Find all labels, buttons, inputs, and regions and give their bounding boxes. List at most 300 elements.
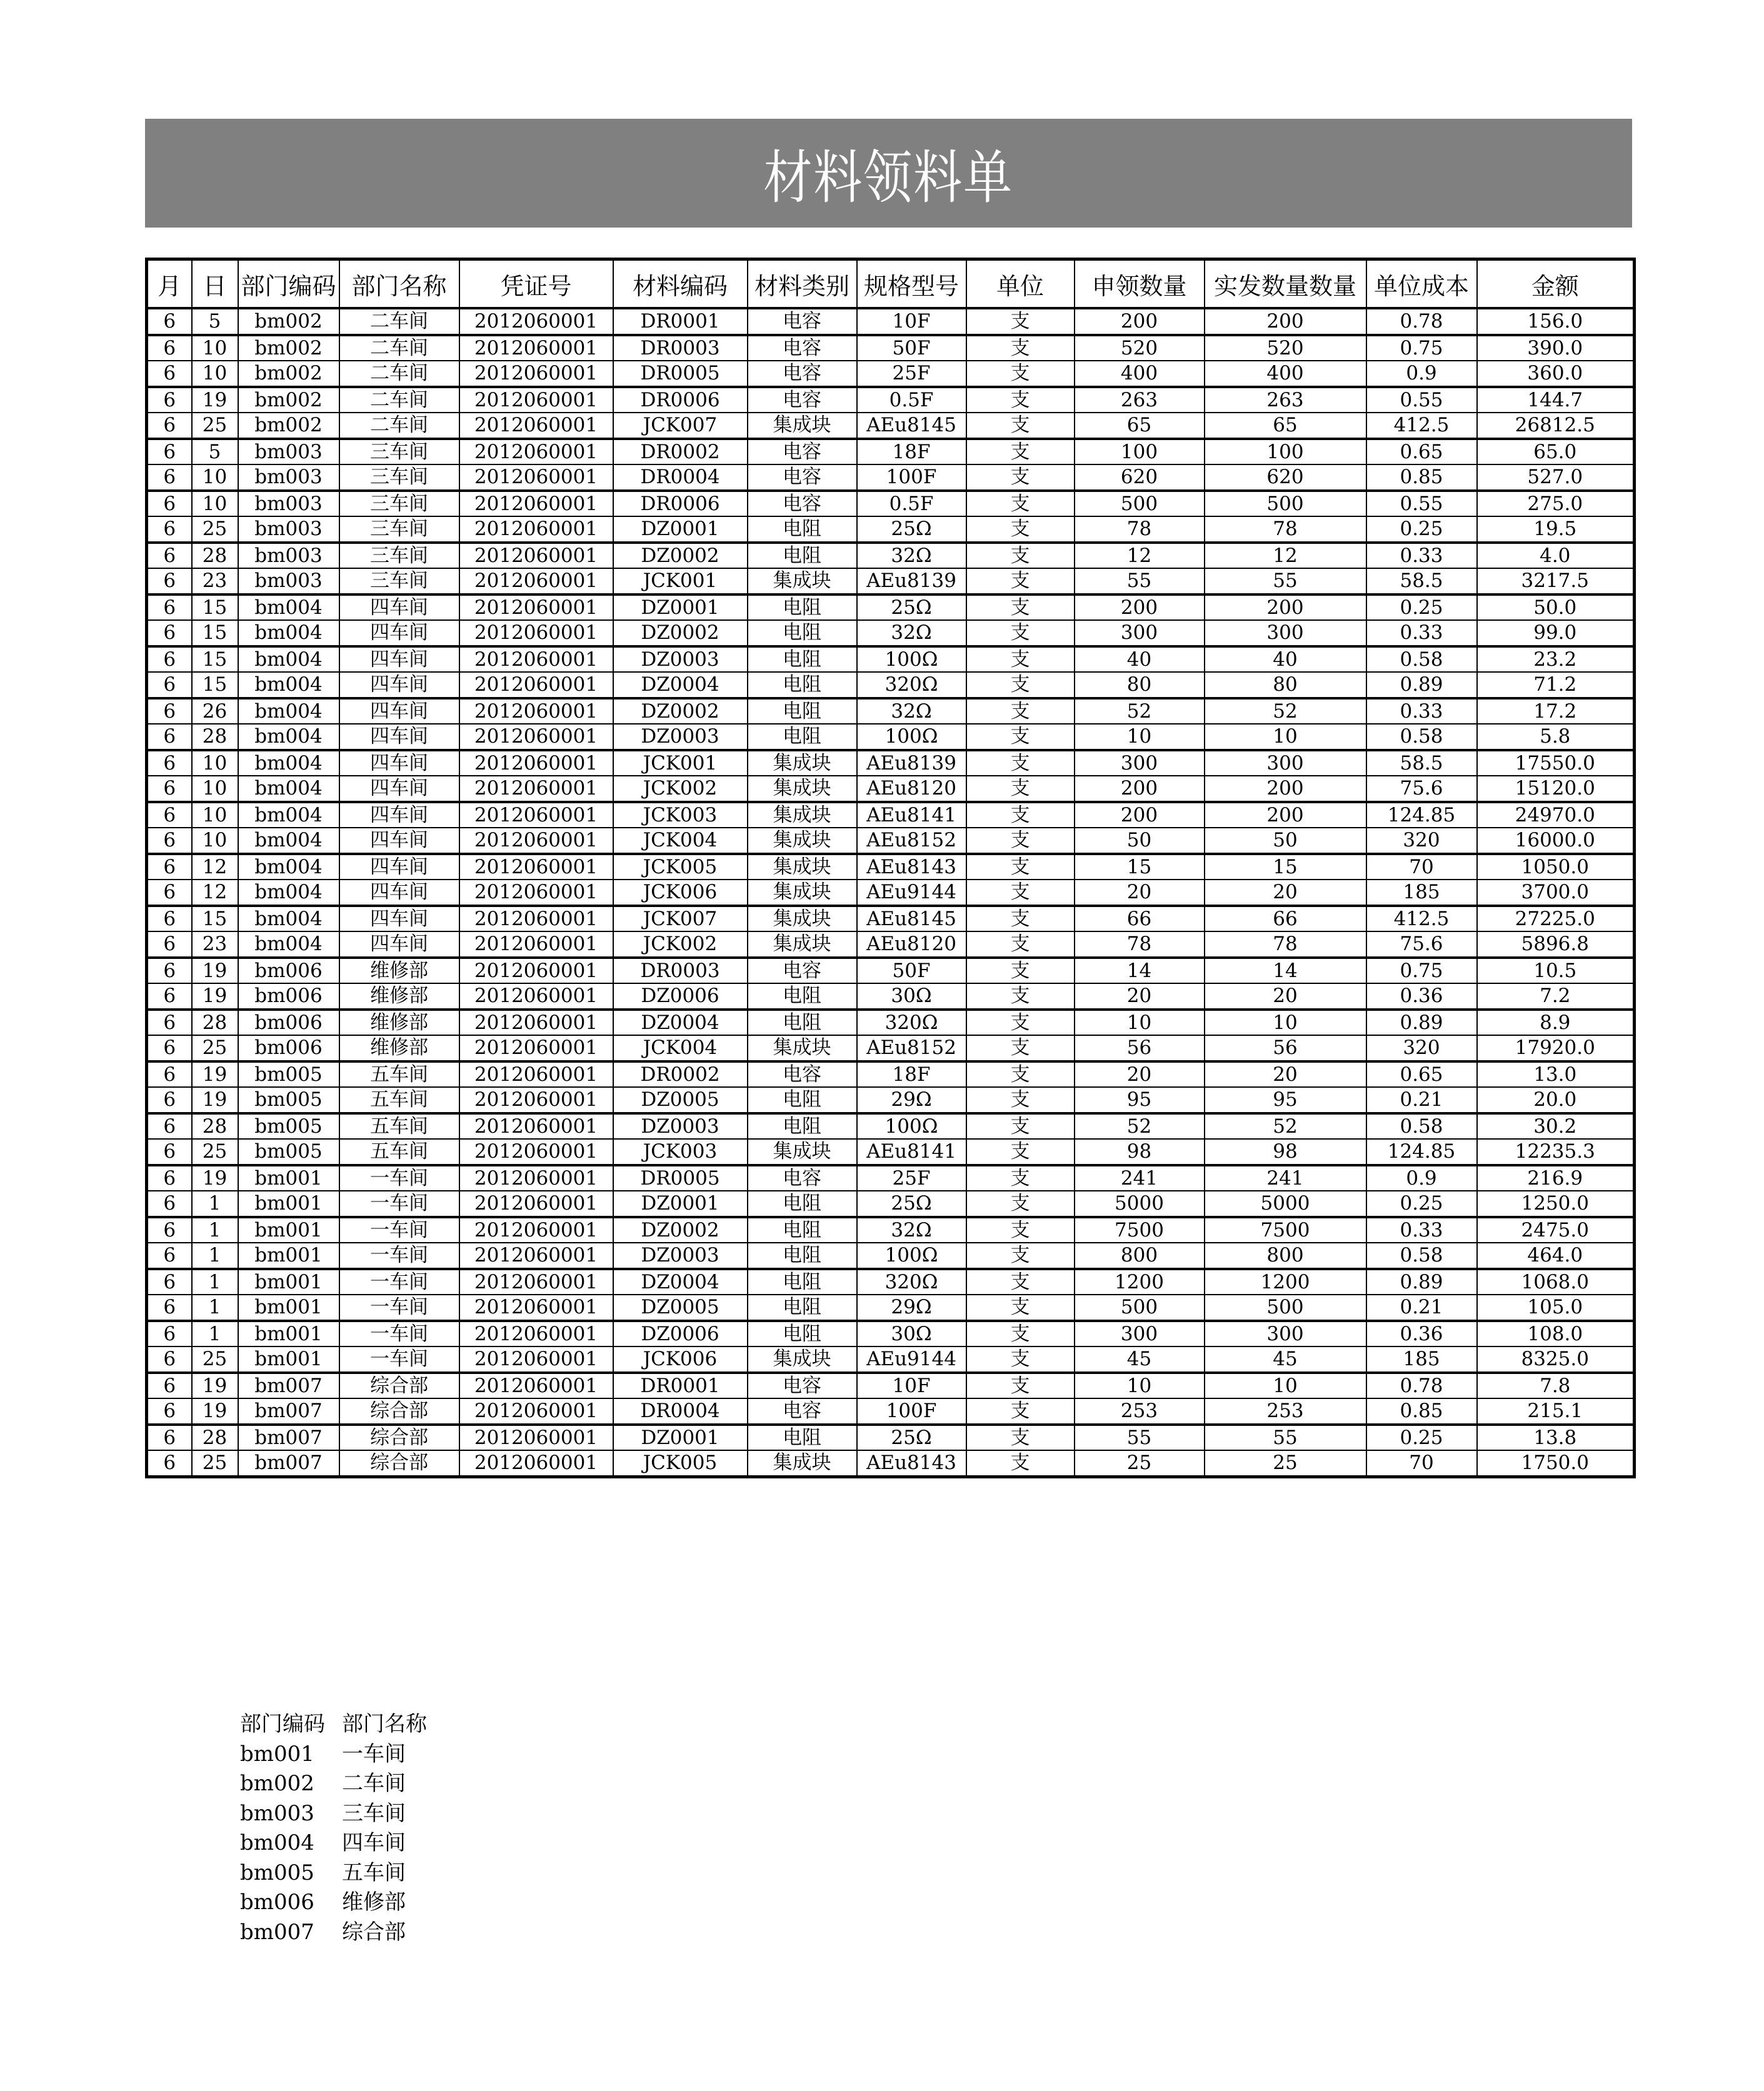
table-cell[interactable]: 集成块 xyxy=(748,931,857,958)
table-cell[interactable]: 2012060001 xyxy=(459,880,613,906)
table-cell[interactable]: 综合部 xyxy=(339,1373,459,1399)
table-cell[interactable]: 100F xyxy=(857,464,966,491)
table-cell[interactable]: 集成块 xyxy=(748,413,857,439)
table-cell[interactable]: 216.9 xyxy=(1477,1165,1635,1191)
table-cell[interactable]: bm001 xyxy=(238,1217,339,1243)
table-cell[interactable]: JCK006 xyxy=(613,1346,748,1373)
table-cell[interactable]: 支 xyxy=(966,1087,1075,1113)
table-cell[interactable]: 78 xyxy=(1205,931,1366,958)
table-cell[interactable]: 400 xyxy=(1075,361,1205,387)
table-cell[interactable]: 6 xyxy=(147,464,192,491)
table-cell[interactable]: 15 xyxy=(192,906,238,932)
table-cell[interactable]: 一车间 xyxy=(339,1165,459,1191)
table-cell[interactable]: 支 xyxy=(966,1165,1075,1191)
table-cell[interactable]: 6 xyxy=(147,1010,192,1036)
table-cell[interactable]: 1050.0 xyxy=(1477,854,1635,880)
table-cell[interactable]: 0.58 xyxy=(1366,724,1477,750)
table-cell[interactable]: 320 xyxy=(1366,828,1477,854)
table-cell[interactable]: 2012060001 xyxy=(459,1035,613,1061)
table-cell[interactable]: 2012060001 xyxy=(459,1243,613,1269)
table-cell[interactable]: 25F xyxy=(857,361,966,387)
table-cell[interactable]: AEu8145 xyxy=(857,906,966,932)
table-cell[interactable]: 12 xyxy=(1075,543,1205,569)
table-cell[interactable]: 15120.0 xyxy=(1477,776,1635,802)
table-cell[interactable]: 300 xyxy=(1075,1321,1205,1347)
table-cell[interactable]: 5 xyxy=(192,439,238,465)
table-cell[interactable]: bm004 xyxy=(238,931,339,958)
table-cell[interactable]: bm003 xyxy=(238,464,339,491)
table-cell[interactable]: DZ0003 xyxy=(613,1243,748,1269)
table-cell[interactable]: 2012060001 xyxy=(459,1010,613,1036)
table-cell[interactable]: 支 xyxy=(966,958,1075,984)
table-cell[interactable]: 55 xyxy=(1205,568,1366,594)
table-cell[interactable]: 19 xyxy=(192,1061,238,1088)
table-cell[interactable]: 1 xyxy=(192,1217,238,1243)
table-cell[interactable]: bm001 xyxy=(238,1321,339,1347)
table-cell[interactable]: JCK001 xyxy=(613,568,748,594)
table-cell[interactable]: 70 xyxy=(1366,1450,1477,1477)
table-cell[interactable]: 集成块 xyxy=(748,750,857,776)
table-cell[interactable]: 32Ω xyxy=(857,620,966,646)
table-cell[interactable]: 15 xyxy=(192,646,238,673)
table-cell[interactable]: 25 xyxy=(1205,1450,1366,1477)
table-cell[interactable]: 253 xyxy=(1205,1398,1366,1425)
table-cell[interactable]: 支 xyxy=(966,1321,1075,1347)
table-cell[interactable]: bm003 xyxy=(238,543,339,569)
table-cell[interactable]: 0.89 xyxy=(1366,672,1477,698)
table-cell[interactable]: 6 xyxy=(147,1243,192,1269)
table-cell[interactable]: 500 xyxy=(1075,491,1205,517)
table-cell[interactable]: 支 xyxy=(966,880,1075,906)
table-cell[interactable]: DZ0004 xyxy=(613,672,748,698)
table-cell[interactable]: 2012060001 xyxy=(459,413,613,439)
table-cell[interactable]: 二车间 xyxy=(339,387,459,413)
table-cell[interactable]: 10 xyxy=(1205,1373,1366,1399)
table-cell[interactable]: 二车间 xyxy=(339,308,459,335)
table-cell[interactable]: 0.75 xyxy=(1366,958,1477,984)
table-cell[interactable]: 185 xyxy=(1366,1346,1477,1373)
table-cell[interactable]: 电容 xyxy=(748,958,857,984)
table-cell[interactable]: bm006 xyxy=(238,1035,339,1061)
table-cell[interactable]: 19 xyxy=(192,1398,238,1425)
table-cell[interactable]: 26 xyxy=(192,698,238,725)
table-cell[interactable]: 四车间 xyxy=(339,646,459,673)
table-cell[interactable]: 电阻 xyxy=(748,620,857,646)
table-cell[interactable]: 6 xyxy=(147,724,192,750)
table-cell[interactable]: 电容 xyxy=(748,308,857,335)
table-cell[interactable]: AEu8139 xyxy=(857,750,966,776)
table-cell[interactable]: 1250.0 xyxy=(1477,1191,1635,1217)
table-cell[interactable]: 支 xyxy=(966,646,1075,673)
table-cell[interactable]: bm003 xyxy=(238,491,339,517)
table-cell[interactable]: 维修部 xyxy=(339,1035,459,1061)
table-cell[interactable]: 100Ω xyxy=(857,724,966,750)
table-cell[interactable]: 一车间 xyxy=(339,1295,459,1321)
table-cell[interactable]: 支 xyxy=(966,1346,1075,1373)
table-cell[interactable]: 支 xyxy=(966,543,1075,569)
table-cell[interactable]: 620 xyxy=(1205,464,1366,491)
table-cell[interactable]: DZ0004 xyxy=(613,1269,748,1295)
table-cell[interactable]: 6 xyxy=(147,1139,192,1165)
table-cell[interactable]: DR0002 xyxy=(613,439,748,465)
table-cell[interactable]: 520 xyxy=(1075,335,1205,361)
table-cell[interactable]: 6 xyxy=(147,1346,192,1373)
table-cell[interactable]: 电阻 xyxy=(748,1295,857,1321)
table-cell[interactable]: 18F xyxy=(857,439,966,465)
table-cell[interactable]: 0.33 xyxy=(1366,543,1477,569)
table-cell[interactable]: 2012060001 xyxy=(459,1217,613,1243)
table-cell[interactable]: 6 xyxy=(147,1321,192,1347)
table-cell[interactable]: 19 xyxy=(192,1165,238,1191)
table-cell[interactable]: 电容 xyxy=(748,387,857,413)
table-cell[interactable]: 支 xyxy=(966,750,1075,776)
table-cell[interactable]: 0.65 xyxy=(1366,1061,1477,1088)
table-cell[interactable]: 二车间 xyxy=(339,361,459,387)
table-cell[interactable]: 6 xyxy=(147,594,192,621)
table-cell[interactable]: 0.78 xyxy=(1366,308,1477,335)
table-cell[interactable]: AEu8143 xyxy=(857,854,966,880)
table-cell[interactable]: 105.0 xyxy=(1477,1295,1635,1321)
table-cell[interactable]: 五车间 xyxy=(339,1061,459,1088)
table-cell[interactable]: bm002 xyxy=(238,308,339,335)
table-cell[interactable]: bm002 xyxy=(238,361,339,387)
table-cell[interactable]: bm001 xyxy=(238,1295,339,1321)
table-cell[interactable]: 电容 xyxy=(748,439,857,465)
table-cell[interactable]: 200 xyxy=(1205,802,1366,828)
table-cell[interactable]: bm003 xyxy=(238,516,339,543)
table-cell[interactable]: 16000.0 xyxy=(1477,828,1635,854)
table-cell[interactable]: 8.9 xyxy=(1477,1010,1635,1036)
table-cell[interactable]: 综合部 xyxy=(339,1425,459,1451)
table-cell[interactable]: 一车间 xyxy=(339,1321,459,1347)
table-cell[interactable]: 28 xyxy=(192,543,238,569)
table-cell[interactable]: 2012060001 xyxy=(459,1398,613,1425)
table-cell[interactable]: 300 xyxy=(1075,750,1205,776)
table-cell[interactable]: 6 xyxy=(147,1191,192,1217)
table-cell[interactable]: 6 xyxy=(147,854,192,880)
table-cell[interactable]: DZ0002 xyxy=(613,698,748,725)
table-cell[interactable]: DR0005 xyxy=(613,1165,748,1191)
table-cell[interactable]: 0.33 xyxy=(1366,1217,1477,1243)
table-cell[interactable]: 2012060001 xyxy=(459,620,613,646)
table-cell[interactable]: 支 xyxy=(966,906,1075,932)
table-cell[interactable]: 45 xyxy=(1075,1346,1205,1373)
table-cell[interactable]: 500 xyxy=(1205,491,1366,517)
table-cell[interactable]: JCK004 xyxy=(613,828,748,854)
table-cell[interactable]: 30Ω xyxy=(857,1321,966,1347)
table-cell[interactable]: 支 xyxy=(966,983,1075,1010)
table-cell[interactable]: 20 xyxy=(1205,880,1366,906)
table-cell[interactable]: 三车间 xyxy=(339,464,459,491)
table-cell[interactable]: 1200 xyxy=(1205,1269,1366,1295)
table-cell[interactable]: 200 xyxy=(1075,308,1205,335)
table-cell[interactable]: 0.25 xyxy=(1366,1425,1477,1451)
table-cell[interactable]: bm007 xyxy=(238,1373,339,1399)
table-cell[interactable]: 13.8 xyxy=(1477,1425,1635,1451)
table-cell[interactable]: 支 xyxy=(966,776,1075,802)
table-cell[interactable]: 电阻 xyxy=(748,1321,857,1347)
table-cell[interactable]: DZ0005 xyxy=(613,1295,748,1321)
table-cell[interactable]: bm004 xyxy=(238,698,339,725)
table-cell[interactable]: bm001 xyxy=(238,1346,339,1373)
table-cell[interactable]: 6 xyxy=(147,1398,192,1425)
table-cell[interactable]: 四车间 xyxy=(339,828,459,854)
table-cell[interactable]: 电容 xyxy=(748,1373,857,1399)
table-cell[interactable]: 四车间 xyxy=(339,594,459,621)
table-cell[interactable]: 2012060001 xyxy=(459,646,613,673)
table-cell[interactable]: 6 xyxy=(147,906,192,932)
table-cell[interactable]: 2012060001 xyxy=(459,1113,613,1140)
table-cell[interactable]: 集成块 xyxy=(748,828,857,854)
table-cell[interactable]: 2012060001 xyxy=(459,983,613,1010)
table-cell[interactable]: 26812.5 xyxy=(1477,413,1635,439)
table-cell[interactable]: 15 xyxy=(192,594,238,621)
table-cell[interactable]: 支 xyxy=(966,1425,1075,1451)
table-cell[interactable]: 300 xyxy=(1205,620,1366,646)
table-cell[interactable]: 四车间 xyxy=(339,931,459,958)
table-cell[interactable]: 2012060001 xyxy=(459,1191,613,1217)
table-cell[interactable]: 0.65 xyxy=(1366,439,1477,465)
table-cell[interactable]: 6 xyxy=(147,413,192,439)
table-cell[interactable]: 支 xyxy=(966,698,1075,725)
table-cell[interactable]: 2012060001 xyxy=(459,750,613,776)
table-cell[interactable]: 10 xyxy=(1205,1010,1366,1036)
table-cell[interactable]: 6 xyxy=(147,1373,192,1399)
table-cell[interactable]: 6 xyxy=(147,802,192,828)
table-cell[interactable]: 52 xyxy=(1205,698,1366,725)
table-cell[interactable]: 124.85 xyxy=(1366,802,1477,828)
table-cell[interactable]: DZ0002 xyxy=(613,543,748,569)
table-cell[interactable]: 四车间 xyxy=(339,724,459,750)
table-cell[interactable]: 18F xyxy=(857,1061,966,1088)
table-cell[interactable]: 17550.0 xyxy=(1477,750,1635,776)
table-cell[interactable]: bm001 xyxy=(238,1165,339,1191)
table-cell[interactable]: bm004 xyxy=(238,620,339,646)
table-cell[interactable]: 100Ω xyxy=(857,1243,966,1269)
table-cell[interactable]: bm004 xyxy=(238,776,339,802)
table-cell[interactable]: 10.5 xyxy=(1477,958,1635,984)
table-cell[interactable]: 5000 xyxy=(1075,1191,1205,1217)
table-cell[interactable]: 10F xyxy=(857,308,966,335)
table-cell[interactable]: 综合部 xyxy=(339,1398,459,1425)
table-cell[interactable]: 20 xyxy=(1075,1061,1205,1088)
table-cell[interactable]: 75.6 xyxy=(1366,776,1477,802)
table-cell[interactable]: 2012060001 xyxy=(459,776,613,802)
table-cell[interactable]: 10 xyxy=(192,802,238,828)
table-cell[interactable]: 2012060001 xyxy=(459,491,613,517)
table-cell[interactable]: 三车间 xyxy=(339,543,459,569)
table-cell[interactable]: DZ0003 xyxy=(613,646,748,673)
table-cell[interactable]: 6 xyxy=(147,568,192,594)
table-cell[interactable]: 2012060001 xyxy=(459,568,613,594)
table-cell[interactable]: 一车间 xyxy=(339,1269,459,1295)
table-cell[interactable]: 7500 xyxy=(1205,1217,1366,1243)
table-cell[interactable]: 6 xyxy=(147,880,192,906)
table-cell[interactable]: 29Ω xyxy=(857,1087,966,1113)
table-cell[interactable]: JCK007 xyxy=(613,906,748,932)
table-cell[interactable]: 263 xyxy=(1205,387,1366,413)
table-cell[interactable]: 10 xyxy=(1205,724,1366,750)
table-cell[interactable]: 5.8 xyxy=(1477,724,1635,750)
table-cell[interactable]: 2012060001 xyxy=(459,1425,613,1451)
table-cell[interactable]: 50 xyxy=(1205,828,1366,854)
table-cell[interactable]: AEu9144 xyxy=(857,1346,966,1373)
table-cell[interactable]: 98 xyxy=(1075,1139,1205,1165)
table-cell[interactable]: 支 xyxy=(966,568,1075,594)
table-cell[interactable]: 5896.8 xyxy=(1477,931,1635,958)
table-cell[interactable]: 6 xyxy=(147,1113,192,1140)
table-cell[interactable]: 200 xyxy=(1205,776,1366,802)
table-cell[interactable]: 支 xyxy=(966,620,1075,646)
table-cell[interactable]: 支 xyxy=(966,1010,1075,1036)
table-cell[interactable]: 2012060001 xyxy=(459,672,613,698)
table-cell[interactable]: 2012060001 xyxy=(459,464,613,491)
table-cell[interactable]: 4.0 xyxy=(1477,543,1635,569)
table-cell[interactable]: 支 xyxy=(966,1191,1075,1217)
table-cell[interactable]: bm002 xyxy=(238,413,339,439)
table-cell[interactable]: 电容 xyxy=(748,335,857,361)
table-cell[interactable]: 电阻 xyxy=(748,698,857,725)
table-cell[interactable]: 19 xyxy=(192,1087,238,1113)
table-cell[interactable]: 19 xyxy=(192,387,238,413)
table-cell[interactable]: 6 xyxy=(147,776,192,802)
table-cell[interactable]: 12 xyxy=(192,854,238,880)
table-cell[interactable]: 支 xyxy=(966,931,1075,958)
table-cell[interactable]: 四车间 xyxy=(339,698,459,725)
table-cell[interactable]: 支 xyxy=(966,802,1075,828)
table-cell[interactable]: 412.5 xyxy=(1366,906,1477,932)
table-cell[interactable]: 56 xyxy=(1205,1035,1366,1061)
table-cell[interactable]: 0.89 xyxy=(1366,1269,1477,1295)
table-cell[interactable]: 2012060001 xyxy=(459,1139,613,1165)
table-cell[interactable]: DZ0005 xyxy=(613,1087,748,1113)
table-cell[interactable]: 25 xyxy=(192,1035,238,1061)
table-cell[interactable]: 5 xyxy=(192,308,238,335)
table-cell[interactable]: 电阻 xyxy=(748,543,857,569)
table-cell[interactable]: 1 xyxy=(192,1321,238,1347)
table-cell[interactable]: JCK005 xyxy=(613,1450,748,1477)
table-cell[interactable]: 200 xyxy=(1075,594,1205,621)
table-cell[interactable]: 电阻 xyxy=(748,1269,857,1295)
table-cell[interactable]: 0.33 xyxy=(1366,620,1477,646)
table-cell[interactable]: 一车间 xyxy=(339,1346,459,1373)
table-cell[interactable]: 5000 xyxy=(1205,1191,1366,1217)
table-cell[interactable]: 五车间 xyxy=(339,1113,459,1140)
table-cell[interactable]: 25 xyxy=(1075,1450,1205,1477)
table-cell[interactable]: 支 xyxy=(966,1113,1075,1140)
table-cell[interactable]: 6 xyxy=(147,308,192,335)
table-cell[interactable]: 0.9 xyxy=(1366,1165,1477,1191)
table-cell[interactable]: 1 xyxy=(192,1295,238,1321)
table-cell[interactable]: 支 xyxy=(966,516,1075,543)
table-cell[interactable]: bm001 xyxy=(238,1243,339,1269)
table-cell[interactable]: 464.0 xyxy=(1477,1243,1635,1269)
table-cell[interactable]: 15 xyxy=(1205,854,1366,880)
table-cell[interactable]: 0.25 xyxy=(1366,1191,1477,1217)
table-cell[interactable]: 20.0 xyxy=(1477,1087,1635,1113)
table-cell[interactable]: 66 xyxy=(1205,906,1366,932)
table-cell[interactable]: 0.75 xyxy=(1366,335,1477,361)
table-cell[interactable]: 14 xyxy=(1205,958,1366,984)
table-cell[interactable]: 25Ω xyxy=(857,1425,966,1451)
table-cell[interactable]: 10 xyxy=(192,491,238,517)
table-cell[interactable]: 2012060001 xyxy=(459,1346,613,1373)
table-cell[interactable]: 25Ω xyxy=(857,594,966,621)
table-cell[interactable]: DZ0001 xyxy=(613,594,748,621)
table-cell[interactable]: 6 xyxy=(147,1295,192,1321)
table-cell[interactable]: 6 xyxy=(147,1425,192,1451)
table-cell[interactable]: 三车间 xyxy=(339,568,459,594)
table-cell[interactable]: 19 xyxy=(192,1373,238,1399)
table-cell[interactable]: bm004 xyxy=(238,828,339,854)
table-cell[interactable]: bm006 xyxy=(238,958,339,984)
table-cell[interactable]: 集成块 xyxy=(748,568,857,594)
table-cell[interactable]: 10 xyxy=(1075,724,1205,750)
table-cell[interactable]: 12 xyxy=(1205,543,1366,569)
table-cell[interactable]: 10 xyxy=(1075,1010,1205,1036)
table-cell[interactable]: 20 xyxy=(1075,880,1205,906)
table-cell[interactable]: 2012060001 xyxy=(459,931,613,958)
table-cell[interactable]: DR0001 xyxy=(613,308,748,335)
table-cell[interactable]: 320Ω xyxy=(857,672,966,698)
table-cell[interactable]: 支 xyxy=(966,1061,1075,1088)
table-cell[interactable]: 0.36 xyxy=(1366,983,1477,1010)
table-cell[interactable]: AEu8139 xyxy=(857,568,966,594)
table-cell[interactable]: 6 xyxy=(147,698,192,725)
table-cell[interactable]: 6 xyxy=(147,646,192,673)
table-cell[interactable]: 0.21 xyxy=(1366,1295,1477,1321)
table-cell[interactable]: 6 xyxy=(147,491,192,517)
table-cell[interactable]: 1 xyxy=(192,1269,238,1295)
table-cell[interactable]: 6 xyxy=(147,983,192,1010)
table-cell[interactable]: AEu8152 xyxy=(857,828,966,854)
table-cell[interactable]: 50 xyxy=(1075,828,1205,854)
table-cell[interactable]: 6 xyxy=(147,1450,192,1477)
table-cell[interactable]: bm005 xyxy=(238,1061,339,1088)
table-cell[interactable]: 66 xyxy=(1075,906,1205,932)
table-cell[interactable]: bm002 xyxy=(238,335,339,361)
table-cell[interactable]: 0.85 xyxy=(1366,1398,1477,1425)
table-cell[interactable]: 0.5F xyxy=(857,387,966,413)
table-cell[interactable]: 6 xyxy=(147,828,192,854)
table-cell[interactable]: 25Ω xyxy=(857,1191,966,1217)
table-cell[interactable]: 3217.5 xyxy=(1477,568,1635,594)
table-cell[interactable]: 2012060001 xyxy=(459,516,613,543)
table-cell[interactable]: 56 xyxy=(1075,1035,1205,1061)
table-cell[interactable]: 241 xyxy=(1205,1165,1366,1191)
table-cell[interactable]: 412.5 xyxy=(1366,413,1477,439)
table-cell[interactable]: bm006 xyxy=(238,983,339,1010)
table-cell[interactable]: 支 xyxy=(966,724,1075,750)
table-cell[interactable]: 2012060001 xyxy=(459,594,613,621)
table-cell[interactable]: 四车间 xyxy=(339,880,459,906)
table-cell[interactable]: 71.2 xyxy=(1477,672,1635,698)
table-cell[interactable]: 28 xyxy=(192,1425,238,1451)
table-cell[interactable]: 0.85 xyxy=(1366,464,1477,491)
table-cell[interactable]: AEu8120 xyxy=(857,776,966,802)
table-cell[interactable]: bm004 xyxy=(238,672,339,698)
table-cell[interactable]: DZ0003 xyxy=(613,1113,748,1140)
table-cell[interactable]: 10 xyxy=(192,361,238,387)
table-cell[interactable]: 0.89 xyxy=(1366,1010,1477,1036)
table-cell[interactable]: 320 xyxy=(1366,1035,1477,1061)
table-cell[interactable]: bm004 xyxy=(238,750,339,776)
table-cell[interactable]: 0.33 xyxy=(1366,698,1477,725)
table-cell[interactable]: 四车间 xyxy=(339,906,459,932)
table-cell[interactable]: 185 xyxy=(1366,880,1477,906)
table-cell[interactable]: 2012060001 xyxy=(459,828,613,854)
table-cell[interactable]: 支 xyxy=(966,854,1075,880)
